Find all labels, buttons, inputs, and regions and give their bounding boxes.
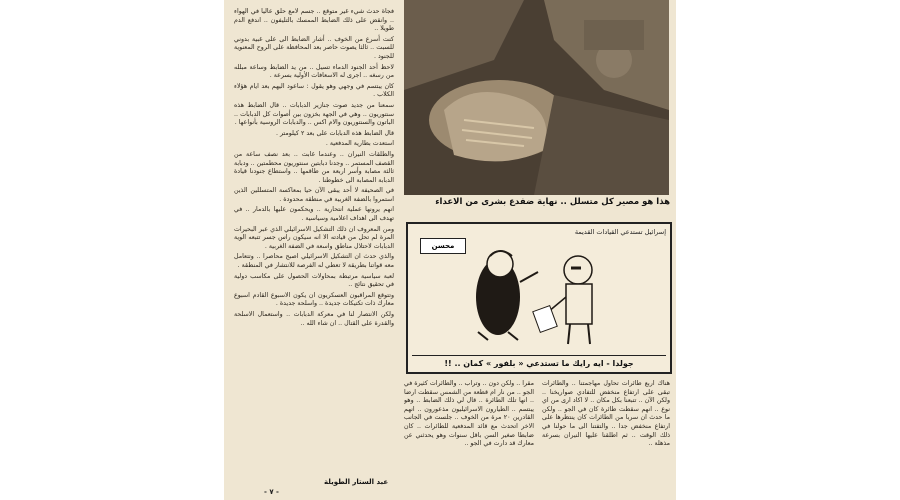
cartoon-caption: جولدا - ايه رايك ما تستدعي « بلفور » كمان .. !!: [412, 355, 666, 368]
magazine-page: [224, 0, 676, 500]
author-name: عبد الستار الطويلة: [324, 478, 389, 486]
article-bottom-middle: مقرا .. ولكن دون .. وتراب .. والطائرات كثيرة في الجو .. من نار ام قطعة من الشمس سقطت ارضا .. انها تلك الطائرة .. قال لي ذلك الضابط .. وهو يبتسم .. الطيارون الاسرائيليون مذعورون .. انهم القادرين ٢٠ مرة من الخوف .. جلست في الجانب الاخر اتحدث مع قائد المدفعية للطائرات .. كان ضابطا صغير السن باقل سنوات وهو يحدثني عن معارك قد دارت في الجو ..: [404, 380, 534, 448]
article-paragraph: في الصحيفة لا أحد يبقى الآن حيا بمعاكسة المتسللين الذين استمروا بالضفة الغربية في منطقة محدودة .: [234, 187, 394, 203]
article-bottom-right: هناك اربع طائرات تحاول مهاجمتنا .. والطائرات تبقى على ارتفاع منخفض للتفادي صواريخنا .. ولكن الآن .. تتبعنا بكل مكان .. لا اكاد ارى من اي نوع .. انهم سقطت طائرة كان في الجو .. ولكن ما حدث ان سربا من الطائرات كان ينتظرها على ارتفاع منخفض جدا .. والتفتنا الى ما حولنا في ذلك الوقت .. ثم اطلقنا عليها النيران بسرعة مذهلة ..: [542, 380, 670, 448]
article-paragraph: والطلقات النيران .. وعندما غابت .. بعد نصف ساعة من القصف المستمر .. وجدنا دبابتين سنتوريون محطمتين .. ودبابة ثالثة مصابة وأسر اربعة من طاقمها .. واستطاع جنودنا قيادة الدبابة المصابة الى خطوطنا .: [234, 150, 394, 184]
page-number: - ٧ -: [264, 488, 279, 496]
article-paragraph: كان يبتسم في وجهي وهو يقول : ساعود اليهم بعد ايام هؤلاء الكلاب .: [234, 82, 394, 99]
article-paragraph: سمعنا من جديد صوت جنازير الدبابات .. قال الضابط هذه سنتوريون .. وهي في الجهة بخزون بين أصوات كل الدبابات .. الباتون والسنتوريون والام اكس .. والدبابات الروسية بأنواعها .: [234, 101, 394, 127]
photo-caption: هذا هو مصير كل متسلل .. نهاية ضفدع بشرى من الاعداء: [435, 197, 670, 207]
article-paragraph: ومن المعروف ان ذلك التشكيل الاسرائيلي الذي عبر البحيرات المرة لم تحل من قيادته الا انه سيكون راس جسر تتبعه الوية الدبابات لاحتلال مناطق واسعة في الضفة الغربية .: [234, 225, 394, 250]
political-cartoon: [406, 222, 672, 374]
article-paragraph: استعدت بطارية المدفعية .: [325, 140, 394, 148]
article-paragraph: انهم يرونها عملية انتحارية .. ويحكمون عليها بالدمار .. في تهدف الى اهداف اعلامية وسياسية .: [234, 206, 394, 223]
cartoon-header: إسرائيل تستدعي القيادات القديمة: [574, 228, 666, 236]
article-paragraph: لاحظ أحد الجنود الدماء تسيل .. من يد الضابط وساعة مبلله من رسغه .. اجرى له الاسعافات الأولية بسرعة .: [234, 63, 394, 80]
article-paragraph: لعبة سياسية مرتبطة بمحاولات الحصول على مكاسب دولية في تحقيق نتائج ..: [234, 272, 394, 289]
cartoon-name-tag: محسن: [420, 238, 466, 254]
cartoon-drawing: [408, 242, 670, 352]
article-paragraph: ولكن الانتصار لنا في معركة الدبابات .. واستعمال الاسلحة والقدرة على القتال .. ان شاء الله ..: [234, 311, 394, 327]
article-left-column: [234, 8, 394, 478]
article-paragraph: قال الضابط هذه الدبابات على بعد ٢ كيلومتر .: [275, 129, 394, 137]
article-paragraph: والذي حدث ان التشكيل الاسرائيلي اصبح محاصرا .. وتتعامل معه قواتنا بطريقة لا تعطي له الفرصة للانتشار في المنطقة .: [234, 253, 394, 270]
article-paragraph: وتتوقع المراقبون العسكريون ان يكون الاسبوع القادم اسبوع معارك ذات تكتيكات جديدة .. واسلحة جديدة .: [234, 291, 394, 308]
article-paragraph: كنت أسرع من الخوف .. أشار الضابط الى على غبية بدوني للسبت .. ثالثا يصوت حاصر بعد المحافظة على الروح المعنوية للجنود .: [234, 35, 394, 60]
soldier-photo: [404, 0, 669, 195]
article-paragraph: فجأة حدث شيء غير متوقع .. جسم لامع حلق عاليا في الهواء .. وانقض على ذلك الضابط الممسك بالتليفون .. اندفع الدم طويلا ..: [234, 8, 394, 33]
